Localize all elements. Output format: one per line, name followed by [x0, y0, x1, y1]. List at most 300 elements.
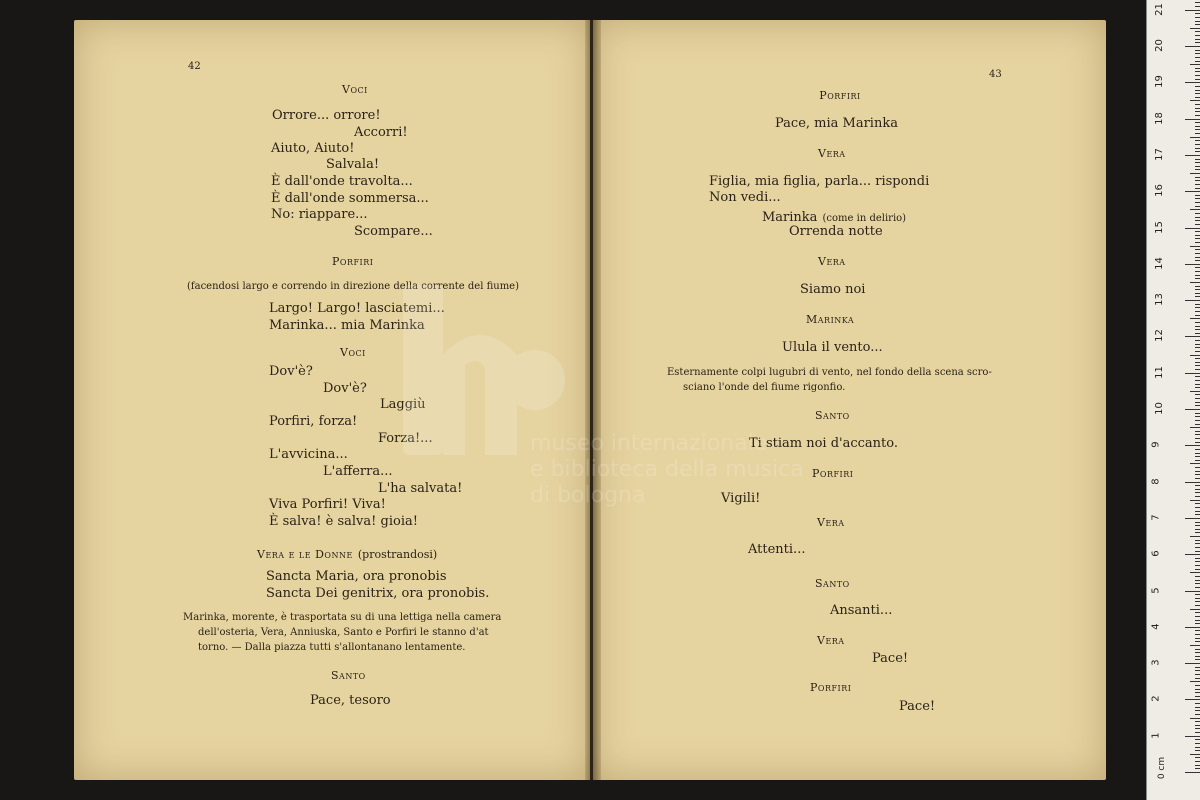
- stage-direction: (prostrandosi): [357, 548, 438, 561]
- ruler-tick: [1190, 391, 1200, 392]
- verse-line: Siamo noi: [800, 282, 866, 297]
- ruler-tick: [1195, 678, 1200, 679]
- ruler-tick: [1195, 6, 1200, 7]
- ruler-tick: [1190, 28, 1200, 29]
- ruler-tick: [1195, 169, 1200, 170]
- ruler-tick: [1195, 442, 1200, 443]
- ruler-tick: [1195, 202, 1200, 203]
- ruler-tick: [1195, 728, 1200, 729]
- ruler-tick: [1185, 699, 1200, 700]
- verse-line: Laggiù: [380, 397, 426, 412]
- ruler-tick: [1195, 108, 1200, 109]
- verse-line: Sancta Maria, ora pronobis: [266, 569, 447, 584]
- ruler-number: 3: [1150, 659, 1162, 666]
- ruler-tick: [1195, 761, 1200, 762]
- ruler-tick: [1195, 456, 1200, 457]
- verse-line: Ti stiam noi d'accanto.: [749, 436, 898, 451]
- ruler-tick: [1195, 438, 1200, 439]
- stage-direction: Marinka, morente, è trasportata su di una lettiga nella camera: [183, 612, 502, 623]
- verse-line: Dov'è?: [269, 364, 313, 379]
- verse-line: Attenti...: [748, 542, 806, 557]
- ruler-tick: [1195, 503, 1200, 504]
- ruler-tick: [1195, 177, 1200, 178]
- ruler-tick: [1195, 188, 1200, 189]
- ruler-tick: [1195, 329, 1200, 330]
- ruler-tick: [1195, 659, 1200, 660]
- ruler-tick: [1195, 384, 1200, 385]
- verse-line: È dall'onde travolta...: [271, 174, 413, 189]
- ruler-tick: [1195, 685, 1200, 686]
- ruler-tick: [1185, 119, 1200, 120]
- ruler-tick: [1195, 601, 1200, 602]
- ruler-tick: [1195, 576, 1200, 577]
- ruler-tick: [1195, 184, 1200, 185]
- ruler-tick: [1195, 93, 1200, 94]
- ruler-number: 19: [1153, 75, 1165, 89]
- ruler-tick: [1195, 249, 1200, 250]
- ruler-tick: [1195, 416, 1200, 417]
- ruler-tick: [1185, 518, 1200, 519]
- ruler-tick: [1195, 431, 1200, 432]
- ruler-tick: [1195, 525, 1200, 526]
- ruler-tick: [1195, 540, 1200, 541]
- ruler-tick: [1190, 681, 1200, 682]
- ruler-tick: [1195, 732, 1200, 733]
- ruler-tick: [1195, 75, 1200, 76]
- verse-line: Figlia, mia figlia, parla... rispondi: [709, 174, 930, 189]
- ruler-tick: [1185, 554, 1200, 555]
- speaker-porfiri: Porfiri: [332, 255, 374, 268]
- book-gutter: [585, 20, 601, 780]
- ruler-tick: [1190, 282, 1200, 283]
- ruler-tick: [1195, 485, 1200, 486]
- verse-line: Salvala!: [326, 157, 380, 172]
- ruler-tick: [1195, 696, 1200, 697]
- speaker-porfiri: Porfiri: [812, 467, 854, 480]
- ruler-tick: [1195, 424, 1200, 425]
- ruler-tick: [1195, 148, 1200, 149]
- ruler-tick: [1195, 434, 1200, 435]
- ruler-tick: [1195, 750, 1200, 751]
- ruler-number: 20: [1153, 39, 1165, 52]
- ruler-tick: [1195, 17, 1200, 18]
- ruler-tick: [1195, 224, 1200, 225]
- ruler-tick: [1195, 296, 1200, 297]
- ruler-tick: [1190, 754, 1200, 755]
- right-page-number: 43: [989, 69, 1002, 80]
- ruler-tick: [1195, 605, 1200, 606]
- ruler-tick: [1195, 634, 1200, 635]
- stage-direction: sciano l'onde del fiume rigonfio.: [683, 382, 846, 393]
- ruler-tick: [1195, 471, 1200, 472]
- ruler-tick: [1195, 162, 1200, 163]
- ruler-tick: [1195, 551, 1200, 552]
- ruler-number: 14: [1153, 256, 1165, 270]
- ruler-tick: [1195, 529, 1200, 530]
- verse-line: Dov'è?: [323, 381, 367, 396]
- ruler-tick: [1195, 286, 1200, 287]
- ruler-tick: [1195, 612, 1200, 613]
- verse-line: È dall'onde sommersa...: [271, 191, 429, 206]
- speaker-name: Marinka: [762, 210, 818, 225]
- ruler-tick: [1185, 373, 1200, 374]
- speaker-vera: Vera: [817, 634, 845, 647]
- ruler-tick: [1195, 140, 1200, 141]
- ruler-tick: [1195, 253, 1200, 254]
- ruler-tick: [1195, 747, 1200, 748]
- ruler-tick: [1185, 336, 1200, 337]
- ruler-tick: [1195, 68, 1200, 69]
- ruler-tick: [1195, 358, 1200, 359]
- ruler-number: 21: [1153, 2, 1165, 16]
- speaker-vera: Vera: [818, 255, 846, 268]
- ruler-tick: [1185, 445, 1200, 446]
- speaker-vera: Vera: [817, 516, 845, 529]
- ruler-tick: [1185, 155, 1200, 156]
- stage-direction: Esternamente colpi lugubri di vento, nel fondo della scena scro-: [667, 367, 992, 378]
- ruler-tick: [1185, 264, 1200, 265]
- ruler-tick: [1195, 765, 1200, 766]
- ruler-tick: [1195, 453, 1200, 454]
- ruler-tick: [1195, 42, 1200, 43]
- ruler-tick: [1185, 409, 1200, 410]
- ruler-tick: [1195, 53, 1200, 54]
- ruler-tick: [1195, 340, 1200, 341]
- ruler-tick: [1190, 572, 1200, 573]
- ruler-tick: [1195, 24, 1200, 25]
- ruler-tick: [1195, 275, 1200, 276]
- verse-line: Sancta Dei genitrix, ora pronobis.: [266, 586, 490, 601]
- ruler-tick: [1195, 507, 1200, 508]
- ruler-number: 2: [1150, 695, 1162, 703]
- ruler-tick: [1195, 104, 1200, 105]
- speaker-vera: Vera: [818, 147, 846, 160]
- ruler-tick: [1185, 300, 1200, 301]
- ruler-tick: [1195, 710, 1200, 711]
- ruler-tick: [1195, 474, 1200, 475]
- ruler-tick: [1195, 217, 1200, 218]
- ruler-tick: [1195, 307, 1200, 308]
- right-page: [593, 20, 1106, 780]
- ruler-tick: [1190, 173, 1200, 174]
- ruler-tick: [1195, 402, 1200, 403]
- ruler-tick: [1195, 180, 1200, 181]
- ruler-tick: [1195, 587, 1200, 588]
- ruler-tick: [1195, 111, 1200, 112]
- ruler-tick: [1195, 543, 1200, 544]
- ruler-tick: [1195, 620, 1200, 621]
- ruler-tick: [1195, 714, 1200, 715]
- ruler-number: 11: [1153, 365, 1165, 379]
- ruler-tick: [1195, 195, 1200, 196]
- ruler-tick: [1185, 10, 1200, 11]
- verse-line: Pace!: [872, 651, 909, 666]
- ruler-tick: [1190, 246, 1200, 247]
- ruler-tick: [1195, 489, 1200, 490]
- measuring-ruler: [1146, 0, 1200, 800]
- ruler-tick: [1195, 333, 1200, 334]
- ruler-tick: [1195, 166, 1200, 167]
- ruler-tick: [1195, 97, 1200, 98]
- ruler-tick: [1195, 257, 1200, 258]
- ruler-tick: [1190, 609, 1200, 610]
- ruler-tick: [1195, 344, 1200, 345]
- verse-line: Porfiri, forza!: [269, 414, 358, 429]
- speaker-vera-donne: [257, 545, 437, 561]
- verse-line: Accorri!: [354, 125, 408, 140]
- ruler-tick: [1195, 623, 1200, 624]
- ruler-tick: [1195, 630, 1200, 631]
- ruler-unit-label: 0 cm: [1157, 756, 1168, 780]
- speaker-santo: Santo: [815, 577, 850, 590]
- ruler-tick: [1195, 242, 1200, 243]
- ruler-tick: [1195, 598, 1200, 599]
- ruler-tick: [1195, 511, 1200, 512]
- left-page: [74, 20, 590, 780]
- verse-line: Pace, tesoro: [310, 693, 391, 708]
- ruler-tick: [1195, 376, 1200, 377]
- ruler-tick: [1195, 670, 1200, 671]
- speaker-marinka: Marinka: [806, 313, 855, 326]
- ruler-tick: [1195, 220, 1200, 221]
- verse-line: Ulula il vento...: [782, 340, 883, 355]
- verse-line: Scompare...: [354, 224, 433, 239]
- ruler-tick: [1195, 532, 1200, 533]
- ruler-tick: [1195, 514, 1200, 515]
- ruler-tick: [1190, 318, 1200, 319]
- speaker-santo: Santo: [815, 409, 850, 422]
- ruler-tick: [1195, 304, 1200, 305]
- speaker-santo: Santo: [331, 669, 366, 682]
- ruler-tick: [1190, 427, 1200, 428]
- ruler-tick: [1195, 667, 1200, 668]
- ruler-tick: [1190, 463, 1200, 464]
- ruler-tick: [1195, 703, 1200, 704]
- speaker-name: Vera e le Donne: [257, 548, 353, 561]
- speaker-porfiri: Porfiri: [810, 681, 852, 694]
- ruler-tick: [1195, 460, 1200, 461]
- left-page-number: 42: [188, 61, 201, 72]
- ruler-tick: [1195, 467, 1200, 468]
- ruler-tick: [1195, 616, 1200, 617]
- ruler-tick: [1190, 645, 1200, 646]
- ruler-tick: [1195, 656, 1200, 657]
- ruler-tick: [1195, 115, 1200, 116]
- speaker-marinka-line: [762, 208, 906, 224]
- verse-line: Marinka... mia Marinka: [269, 318, 425, 333]
- ruler-tick: [1195, 86, 1200, 87]
- ruler-tick: [1195, 394, 1200, 395]
- verse-line: Viva Porfiri! Viva!: [269, 497, 386, 512]
- ruler-tick: [1195, 757, 1200, 758]
- ruler-tick: [1195, 231, 1200, 232]
- ruler-tick: [1195, 238, 1200, 239]
- ruler-number: 16: [1153, 184, 1165, 198]
- ruler-number: 9: [1150, 441, 1162, 448]
- verse-line: Aiuto, Aiuto!: [271, 141, 355, 156]
- ruler-tick: [1195, 50, 1200, 51]
- ruler-number: 13: [1153, 293, 1165, 306]
- ruler-tick: [1195, 387, 1200, 388]
- ruler-tick: [1195, 558, 1200, 559]
- ruler-tick: [1185, 482, 1200, 483]
- ruler-tick: [1195, 652, 1200, 653]
- ruler-tick: [1195, 707, 1200, 708]
- verse-line: Pace!: [899, 699, 936, 714]
- ruler-tick: [1190, 536, 1200, 537]
- verse-line: L'avvicina...: [269, 447, 348, 462]
- ruler-tick: [1195, 580, 1200, 581]
- ruler-tick: [1195, 90, 1200, 91]
- verse-line: Forza!...: [378, 431, 433, 446]
- ruler-tick: [1195, 478, 1200, 479]
- ruler-tick: [1185, 591, 1200, 592]
- speaker-voci: Voci: [342, 83, 368, 96]
- ruler-tick: [1190, 500, 1200, 501]
- ruler-tick: [1195, 61, 1200, 62]
- ruler-number: 15: [1153, 220, 1165, 234]
- ruler-tick: [1185, 663, 1200, 664]
- ruler-tick: [1195, 198, 1200, 199]
- ruler-tick: [1195, 278, 1200, 279]
- ruler-number: 12: [1153, 329, 1165, 343]
- ruler-number: 7: [1150, 514, 1162, 521]
- ruler-number: 18: [1153, 111, 1165, 125]
- ruler-tick: [1195, 271, 1200, 272]
- ruler-tick: [1195, 743, 1200, 744]
- verse-line: L'afferra...: [323, 464, 393, 479]
- ruler-tick: [1195, 413, 1200, 414]
- ruler-tick: [1195, 289, 1200, 290]
- ruler-tick: [1195, 260, 1200, 261]
- ruler-tick: [1195, 380, 1200, 381]
- ruler-tick: [1195, 315, 1200, 316]
- ruler-tick: [1185, 191, 1200, 192]
- ruler-tick: [1195, 721, 1200, 722]
- ruler-tick: [1195, 71, 1200, 72]
- ruler-tick: [1195, 768, 1200, 769]
- ruler-tick: [1195, 739, 1200, 740]
- ruler-tick: [1195, 311, 1200, 312]
- ruler-tick: [1195, 449, 1200, 450]
- verse-line: L'ha salvata!: [378, 481, 463, 496]
- stage-direction: torno. — Dalla piazza tutti s'allontanano lentamente.: [198, 642, 466, 653]
- ruler-tick: [1190, 137, 1200, 138]
- ruler-tick: [1190, 355, 1200, 356]
- ruler-tick: [1195, 31, 1200, 32]
- ruler-tick: [1195, 496, 1200, 497]
- ruler-tick: [1195, 326, 1200, 327]
- ruler-tick: [1195, 641, 1200, 642]
- ruler-tick: [1185, 772, 1200, 773]
- ruler-tick: [1195, 649, 1200, 650]
- stage-direction: dell'osteria, Vera, Anniuska, Santo e Porfiri le stanno d'at: [198, 627, 489, 638]
- verse-line: Non vedi...: [709, 190, 781, 205]
- ruler-tick: [1185, 627, 1200, 628]
- ruler-tick: [1195, 347, 1200, 348]
- ruler-tick: [1195, 362, 1200, 363]
- ruler-tick: [1195, 689, 1200, 690]
- ruler-tick: [1195, 126, 1200, 127]
- ruler-tick: [1195, 674, 1200, 675]
- ruler-tick: [1185, 736, 1200, 737]
- ruler-tick: [1195, 565, 1200, 566]
- ruler-tick: [1195, 692, 1200, 693]
- ruler-tick: [1195, 57, 1200, 58]
- ruler-tick: [1195, 725, 1200, 726]
- verse-line: No: riappare...: [271, 207, 368, 222]
- ruler-tick: [1195, 569, 1200, 570]
- ruler-tick: [1185, 46, 1200, 47]
- ruler-tick: [1195, 351, 1200, 352]
- ruler-tick: [1195, 129, 1200, 130]
- ruler-tick: [1195, 159, 1200, 160]
- ruler-tick: [1195, 594, 1200, 595]
- ruler-tick: [1190, 209, 1200, 210]
- ruler-tick: [1195, 144, 1200, 145]
- ruler-tick: [1195, 79, 1200, 80]
- verse-line: È salva! è salva! gioia!: [269, 514, 418, 529]
- speaker-voci: Voci: [340, 346, 366, 359]
- ruler-tick: [1195, 522, 1200, 523]
- ruler-tick: [1195, 420, 1200, 421]
- verse-line: Vigili!: [721, 491, 761, 506]
- ruler-tick: [1195, 365, 1200, 366]
- ruler-tick: [1185, 82, 1200, 83]
- ruler-number: 10: [1153, 402, 1165, 415]
- verse-line: Orrore... orrore!: [272, 108, 381, 123]
- ruler-number: 4: [1150, 623, 1162, 630]
- ruler-tick: [1195, 583, 1200, 584]
- ruler-tick: [1195, 369, 1200, 370]
- ruler-tick: [1195, 492, 1200, 493]
- verse-line: Orrenda notte: [789, 224, 883, 239]
- ruler-tick: [1195, 13, 1200, 14]
- ruler-tick: [1195, 39, 1200, 40]
- ruler-tick: [1195, 398, 1200, 399]
- ruler-tick: [1195, 267, 1200, 268]
- ruler-tick: [1190, 100, 1200, 101]
- ruler-tick: [1195, 293, 1200, 294]
- ruler-number: 6: [1150, 550, 1162, 557]
- ruler-number: 8: [1150, 477, 1162, 485]
- ruler-tick: [1195, 133, 1200, 134]
- ruler-tick: [1195, 405, 1200, 406]
- ruler-tick: [1195, 122, 1200, 123]
- ruler-tick: [1195, 235, 1200, 236]
- stage-direction: (facendosi largo e correndo in direzione della corrente del fiume): [187, 281, 519, 292]
- ruler-tick: [1195, 638, 1200, 639]
- ruler-tick: [1195, 21, 1200, 22]
- ruler-tick: [1195, 547, 1200, 548]
- ruler-tick: [1185, 228, 1200, 229]
- stage-direction: (come in delirio): [822, 213, 907, 224]
- ruler-tick: [1195, 561, 1200, 562]
- ruler-number: 17: [1153, 148, 1165, 161]
- ruler-tick: [1190, 64, 1200, 65]
- verse-line: Ansanti...: [830, 603, 893, 618]
- speaker-porfiri: Porfiri: [819, 89, 861, 102]
- ruler-tick: [1195, 206, 1200, 207]
- verse-line: Largo! Largo! lasciatemi...: [269, 301, 445, 316]
- verse-line: Pace, mia Marinka: [775, 116, 898, 131]
- ruler-tick: [1195, 2, 1200, 3]
- ruler-tick: [1195, 151, 1200, 152]
- ruler-number: 5: [1150, 586, 1162, 594]
- ruler-number: 1: [1150, 732, 1162, 739]
- ruler-tick: [1195, 35, 1200, 36]
- ruler-tick: [1190, 718, 1200, 719]
